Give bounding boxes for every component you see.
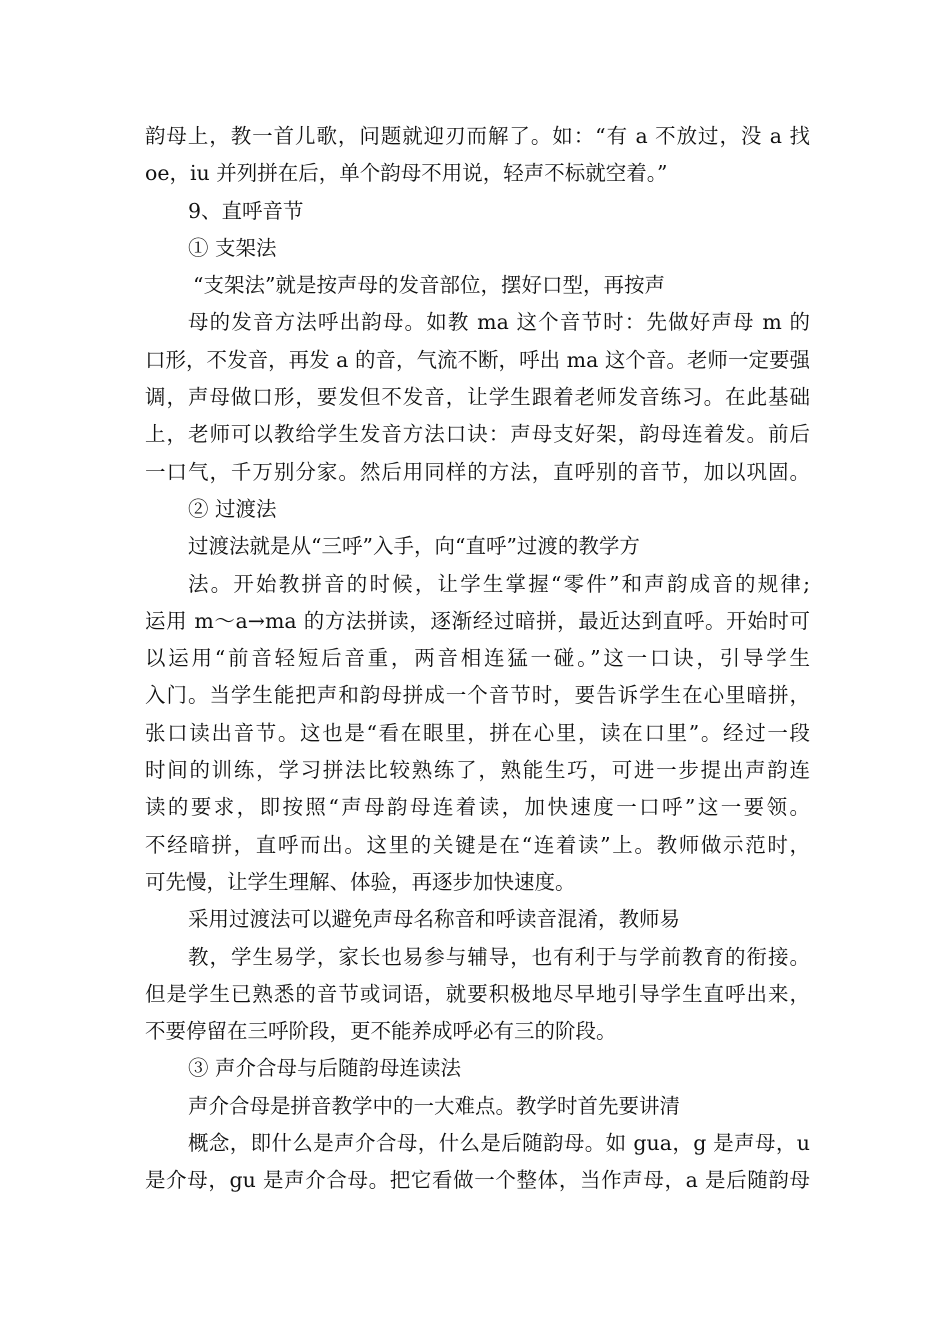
text-line: 不要停留在三呼阶段，更不能养成呼必有三的阶段。 (145, 1019, 617, 1044)
text-line: “支架法”就是按声母的发音部位，摆好口型，再按声 (193, 273, 665, 298)
text-line: 口形，不发音，再发 a 的音，气流不断，呼出 ma 这个音。老师一定要强 (145, 347, 810, 372)
text-line: 运用 m～a→ma 的方法拼读，逐渐经过暗拼，最近达到直呼。开始时可 (145, 608, 810, 633)
text-line: 母的发音方法呼出韵母。如教 ma 这个音节时：先做好声母 m 的 (188, 310, 810, 335)
text-line: 可先慢，让学生理解、体验，再逐步加快速度。 (145, 869, 576, 894)
text-line: 读的要求，即按照“声母韵母连着读，加快速度一口呼”这一要领。 (145, 795, 810, 820)
text-line: 上，老师可以教给学生发音方法口诀：声母支好架，韵母连着发。前后 (145, 422, 810, 447)
text-line: 张口读出音节。这也是“看在眼里，拼在心里，读在口里”。经过一段 (145, 720, 810, 745)
text-line: 不经暗拼，直呼而出。这里的关键是在“连着读”上。教师做示范时， (145, 832, 810, 857)
document-body (145, 118, 810, 1200)
subsection-heading: ① 支架法 (188, 235, 277, 260)
section-heading: 9、直呼音节 (188, 198, 304, 223)
text-line: 调，声母做口形，要发但不发音，让学生跟着老师发音练习。在此基础 (145, 385, 810, 410)
text-line: 过渡法就是从“三呼”入手，向“直呼”过渡的教学方 (188, 534, 640, 559)
text-line: 概念，即什么是声介合母，什么是后随韵母。如 gua，g 是声母，u (188, 1131, 810, 1156)
text-line: 是介母，gu 是声介合母。把它看做一个整体，当作声母，a 是后随韵母 (145, 1168, 810, 1193)
text-line: 采用过渡法可以避免声母名称音和呼读音混淆，教师易 (188, 907, 680, 932)
text-line: oe，iu 并列拼在后，单个韵母不用说，轻声不标就空着。” (145, 161, 668, 186)
text-line: 韵母上，教一首儿歌，问题就迎刃而解了。如：“有 a 不放过，没 a 找 (145, 124, 810, 148)
text-line: 以运用“前音轻短后音重，两音相连猛一碰。”这一口诀，引导学生 (145, 646, 810, 671)
text-line: 时间的训练，学习拼法比较熟练了，熟能生巧，可进一步提出声韵连 (145, 758, 810, 783)
text-line: 声介合母是拼音教学中的一大难点。教学时首先要讲清 (188, 1093, 680, 1118)
text-line: 法。开始教拼音的时候，让学生掌握“零件”和声韵成音的规律; (188, 571, 810, 596)
text-line: 但是学生已熟悉的音节或词语，就要积极地尽早地引导学生直呼出来， (145, 981, 810, 1006)
subsection-heading: ② 过渡法 (188, 496, 277, 521)
text-line: 教，学生易学，家长也易参与辅导，也有利于与学前教育的衔接。 (188, 944, 810, 969)
text-line: 一口气，千万别分家。然后用同样的方法，直呼别的音节，加以巩固。 (145, 459, 810, 484)
text-line: 入门。当学生能把声和韵母拼成一个音节时，要告诉学生在心里暗拼， (145, 683, 810, 708)
subsection-heading: ③ 声介合母与后随韵母连读法 (188, 1056, 462, 1081)
